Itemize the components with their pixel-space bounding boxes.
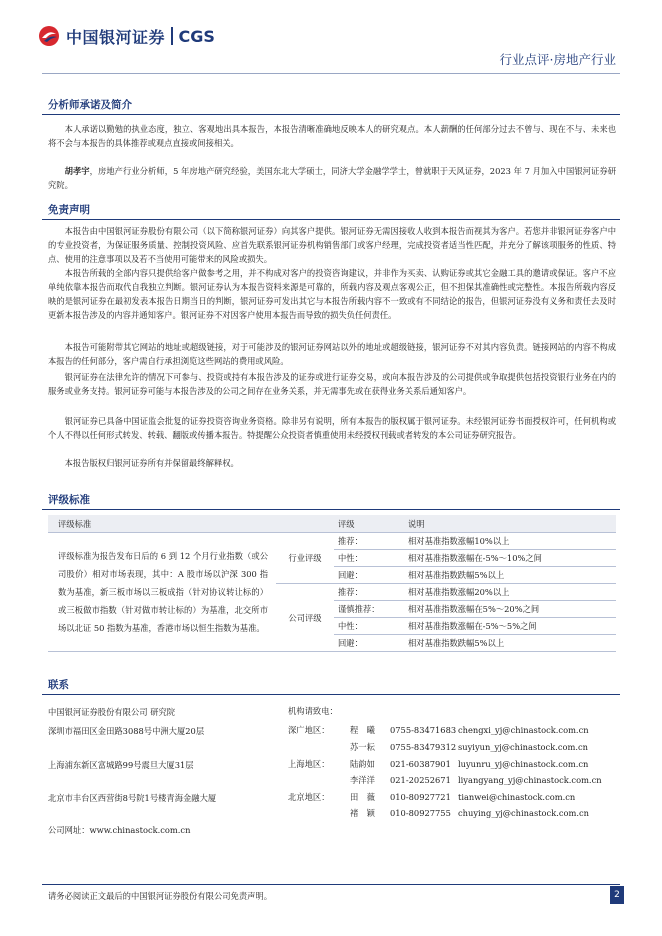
industry-rating-label: 行业评级 <box>276 533 334 584</box>
analyst-bio: ，房地产行业分析师，5 年房地产研究经验，美国东北大学硕士，同济大学金融学学士，曾就职于天风证券，2023 年 7 月加入中国银河证券研究院。 <box>48 166 616 190</box>
logo-divider <box>171 27 173 45</box>
rating-description: 相对基准指数涨幅在-5%～10%之间 <box>404 550 616 567</box>
contact-section-title: 联系 <box>48 679 69 691</box>
contact-email[interactable]: chuying_yj@chinastock.com.cn <box>458 808 590 818</box>
rating-description: 相对基准指数涨幅20%以上 <box>404 584 616 601</box>
footer-notice: 请务必阅读正文最后的中国银河证券股份有限公司免责声明。 <box>48 891 273 901</box>
logo-english-name: CGS <box>178 26 215 46</box>
contact-name: 田 薇 <box>350 792 375 802</box>
rating-value: 回避： <box>334 567 404 584</box>
contact-name: 李洋洋 <box>350 775 375 785</box>
contact-phone[interactable]: 010-80927755 <box>390 808 451 818</box>
header-explanation: 说明 <box>404 515 616 533</box>
contact-phone[interactable]: 010-80927721 <box>390 792 451 802</box>
rating-section-title: 评级标准 <box>48 494 90 506</box>
office-address: 上海浦东新区富城路99号震旦大厦31层 <box>48 760 194 770</box>
contact-name: 陆韵如 <box>350 759 375 769</box>
contact-row <box>350 791 575 803</box>
rating-value: 中性： <box>334 618 404 635</box>
disclaimer-section-title: 免责声明 <box>48 204 90 216</box>
contact-phone[interactable]: 0755-83471683 <box>390 725 457 735</box>
disclaimer-paragraph: 本报告由中国银河证券股份有限公司（以下简称银河证券）向其客户提供。银河证券无需因接收人收到本报告而视其为客户。若您并非银河证券客户中的专业投资者，为保证服务质量、控制投资风险、应首先联系银河证券机构销售部门或客户经理，完成投资者适当性匹配，并充分了解该项服务的性质、特点、使用的注意事项以及若不当使用可能带来的风险或损失。 <box>48 226 616 264</box>
header-rating: 评级 <box>334 515 404 533</box>
company-rating-label: 公司评级 <box>276 584 334 652</box>
rating-value: 中性： <box>334 550 404 567</box>
rating-value: 推荐： <box>334 533 404 550</box>
report-type: 行业点评·房地产行业 <box>499 52 616 67</box>
disclaimer-paragraph: 银河证券已具备中国证监会批复的证券投资咨询业务资格。除非另有说明，所有本报告的版权属于银河证券。未经银河证券书面授权许可，任何机构或个人不得以任何形式转发、转载、翻版或传播本报告。特提醒公众投资者慎重使用未经授权刊载或者转发的本公司证券研究报告。 <box>48 416 616 440</box>
disclaimer-paragraph: 本报告版权归银河证券所有并保留最终解释权。 <box>64 458 239 468</box>
rating-section-divider <box>42 509 620 510</box>
region-label: 深广地区： <box>288 725 330 735</box>
rating-table <box>48 515 616 652</box>
disclaimer-paragraph: 本报告所载的全部内容只提供给客户做参考之用，并不构成对客户的投资咨询建议，并非作为买卖、认购证券或其它金融工具的邀请或保证。客户不应单纯依靠本报告而取代自我独立判断。银河证券认为本报告资料来源是可靠的，所载内容及观点客观公正，但不担保其准确性或完整性。本报告所载内容反映的是银河证券在最初发表本报告日期当日的判断，银河证券可发出其它与本报告所载内容不一致或有不同结论的报告，但银河证券没有义务和责任去及时更新本报告涉及的内容并通知客户。银河证券不对因客户使用本报告而导致的损失负任何责任。 <box>48 268 616 320</box>
contact-phone[interactable]: 021-60387901 <box>390 759 451 769</box>
analyst-section-divider <box>42 114 620 115</box>
region-label: 上海地区： <box>288 759 330 769</box>
rating-description: 相对基准指数涨幅10%以上 <box>404 533 616 550</box>
contact-name: 程 曦 <box>350 725 375 735</box>
rating-standard-description: 评级标准为报告发布日后的 6 到 12 个月行业指数（或公司股价）相对市场表现，其中：A 股市场以沪深 300 指数为基准，新三板市场以三板成指（针对协议转让标的）或三板做市指数（针对做市转让标的）为基准，北交所市场以北证 50 指数为基准，香港市场以恒生指数为基准。 <box>48 533 276 652</box>
office-address: 北京市丰台区西营街8号院1号楼青海金融大厦 <box>48 793 217 803</box>
contact-section-divider <box>42 694 620 695</box>
rating-value: 谨慎推荐： <box>334 601 404 618</box>
institutional-sales-label: 机构请致电： <box>288 706 338 716</box>
contact-row <box>350 724 589 736</box>
contact-row <box>350 741 588 753</box>
analyst-commitment: 本人承诺以勤勉的执业态度，独立、客观地出具本报告，本报告清晰准确地反映本人的研究观点。本人薪酬的任何部分过去不曾与、现在不与、未来也将不会与本报告的具体推荐或观点直接或间接相关。 <box>48 124 616 148</box>
contact-name: 褚 颖 <box>350 808 375 818</box>
table-row <box>48 533 616 550</box>
disclaimer-section-divider <box>42 219 620 220</box>
rating-description: 相对基准指数涨幅在5%～20%之间 <box>404 601 616 618</box>
contact-name: 苏一耘 <box>350 742 375 752</box>
office-address: 深圳市福田区金田路3088号中洲大厦20层 <box>48 726 205 736</box>
analyst-section-title: 分析师承诺及简介 <box>48 99 132 111</box>
research-institute-name: 中国银河证券股份有限公司 研究院 <box>48 707 176 717</box>
disclaimer-paragraph: 本报告可能附带其它网站的地址或超级链接，对于可能涉及的银河证券网站以外的地址或超级链接，银河证券不对其内容负责。链接网站的内容不构成本报告的任何部分，客户需自行承担浏览这些网站的费用或风险。 <box>48 342 616 366</box>
contact-row <box>350 758 588 770</box>
company-logo <box>38 24 215 48</box>
rating-description: 相对基准指数跌幅5%以上 <box>404 635 616 652</box>
rating-value: 推荐： <box>334 584 404 601</box>
header-standard: 评级标准 <box>48 515 276 533</box>
rating-description: 相对基准指数跌幅5%以上 <box>404 567 616 584</box>
rating-description: 相对基准指数涨幅在-5%～5%之间 <box>404 618 616 635</box>
contact-phone[interactable]: 0755-83479312 <box>390 742 457 752</box>
region-label: 北京地区： <box>288 792 330 802</box>
logo-chinese-name: 中国银河证券 <box>66 27 166 47</box>
contact-phone[interactable]: 021-20252671 <box>390 775 451 785</box>
rating-value: 回避： <box>334 635 404 652</box>
analyst-name: 胡孝宇 <box>64 166 90 176</box>
footer-divider <box>42 884 620 885</box>
page-number: 2 <box>610 886 624 904</box>
rating-table-header <box>48 515 616 533</box>
header-divider <box>42 73 620 74</box>
contact-email[interactable]: liyangyang_yj@chinastock.com.cn <box>458 775 602 785</box>
analyst-profile <box>48 164 616 192</box>
cgs-logo-icon <box>38 25 60 47</box>
disclaimer-paragraph: 银河证券在法律允许的情况下可参与、投资或持有本报告涉及的证券或进行证券交易，或向本报告涉及的公司提供或争取提供包括投资银行业务在内的服务或业务支持。银河证券可能与本报告涉及的公司之间存在业务关系，并无需事先或在获得业务关系后通知客户。 <box>48 372 616 396</box>
company-website[interactable]: 公司网址：www.chinastock.com.cn <box>48 825 191 835</box>
contact-email[interactable]: chengxi_yj@chinastock.com.cn <box>458 725 589 735</box>
contact-email[interactable]: suyiyun_yj@chinastock.com.cn <box>458 742 588 752</box>
contact-email[interactable]: luyunru_yj@chinastock.com.cn <box>458 759 589 769</box>
contact-email[interactable]: tianwei@chinastock.com.cn <box>458 792 576 802</box>
contact-row <box>350 774 602 786</box>
contact-row <box>350 807 589 819</box>
